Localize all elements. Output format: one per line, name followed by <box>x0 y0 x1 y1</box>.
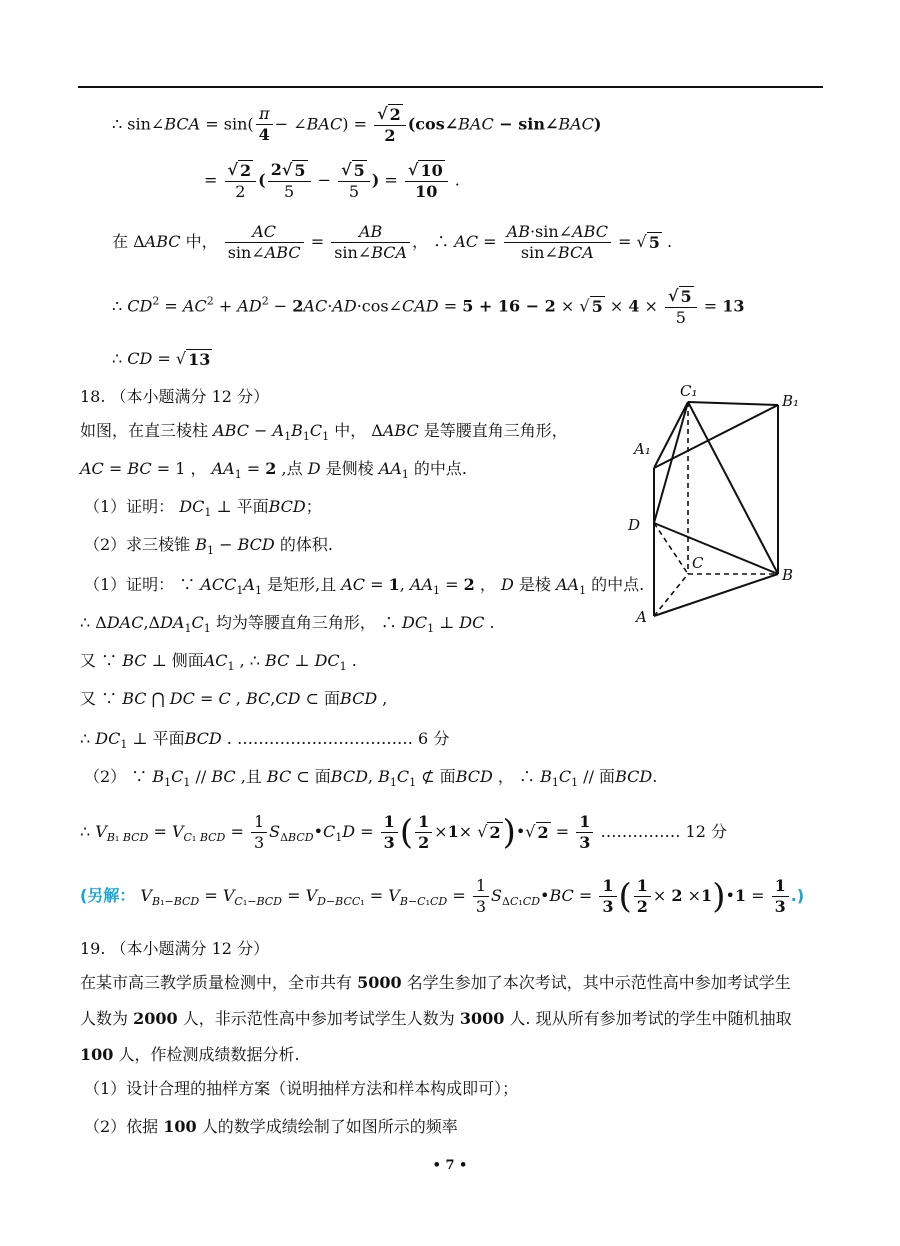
q19-line-1: 在某市高三教学质量检测中，全市共有 5000 名学生参加了本次考试，其中示范性高中参加考试学生 <box>80 973 791 992</box>
formula-line-5: ∴ CD = √ 13 <box>112 349 211 369</box>
label-b1: B₁ <box>782 392 800 410</box>
formula-line-2: = $\frac{√ 2}{2}$ ( $\frac{2√ 5}{5}$ − $\frac{√ 5}{5}$ ) = $\frac{√ 10}{10}$ . <box>204 160 460 201</box>
q18-part-1: （1）证明： $DC_1$ ⊥ 平面BCD； <box>84 497 322 519</box>
label-a: A <box>636 608 647 626</box>
formula-line-3: 在 ΔABC 中， $\frac{AC}{\text{sin∠ABC}}$ = $\frac{AB}{\text{sin∠BCA}}$ ， ∴ AC = $\frac{\text{AB·sin∠ABC}}{\text{sin∠BCA}}$ = √ 5 . <box>112 222 673 262</box>
q18-stem-2: AC = BC = 1 ， $AA_1 = 2$ ,点 D 是侧棱 $AA_1$ 的中点. <box>80 459 468 481</box>
q19-title: 19. （本小题满分 12 分） <box>80 939 270 958</box>
q19-line-3: 100 人，作检测成绩数据分析. <box>80 1045 300 1064</box>
q19-line-2: 人数为 2000 人，非示范性高中参加考试学生人数为 3000 人. 现从所有参加考试的学生中随机抽取 <box>80 1009 792 1028</box>
label-c1: C₁ <box>680 382 698 400</box>
formula-line-4: ∴ $CD^2 = AC^2 + AD^2$ − 2AC·AD·cos∠CAD = 5 + 16 − 2 × √ 5 × 4 × $\frac{√ 5}{5}$ = 13 <box>112 286 745 327</box>
q18-stem-1: 如图，在直三棱柱 ABC − $A_1B_1C_1$ 中， ΔABC 是等腰直角三角形， <box>80 421 568 443</box>
label-c: C <box>692 554 704 572</box>
edge-c1-d <box>654 402 688 523</box>
solution-1: （1）证明： ∵ $ACC_1A_1$ 是矩形,且 AC = 1, $AA_1 = 2$ ， D 是棱 $AA_1$ 的中点. <box>84 575 645 597</box>
q18-part-2: （2）求三棱锥 $B_1$ − BCD 的体积. <box>84 535 333 557</box>
alt-label: (另解： <box>80 886 136 905</box>
edge-d-b <box>654 523 778 574</box>
solution-alt: (另解： $V_{B_1-BCD} = V_{C_1-BCD} = V_{D-BCC_1} = V_{B-C_1CD}$ = $\frac{1}{3}$ $S_{\Delta C_1CD}•BC$ = $\frac{1}{3}$ ( $\frac{1}{2}$ × 2 ×1)•1 = $\frac{1}{3}$ .) <box>80 876 805 917</box>
solution-6: （2） ∵ $B_1C_1$ // BC ,且 BC ⊂ 面BCD, $B_1C_1$ ⊄ 面BCD ， ∴ $B_1C_1$ // 面BCD. <box>84 767 658 789</box>
solution-4: 又 ∵ BC ⋂ DC = C , BC,CD ⊂ 面BCD , <box>80 689 388 708</box>
label-a1: A₁ <box>634 440 651 458</box>
solution-7: ∴ $V_{B_1 BCD} = V_{C_1 BCD}$ = $\frac{1}{3}$ $S_{\Delta BCD}•C_1D$ = $\frac{1}{3}$ ( $\frac{1}{2}$ ×1× √ 2)•√ 2 = $\frac{1}{3}$ …………… 12 分 <box>80 812 727 853</box>
edge-a-b <box>654 574 778 616</box>
formula-line-1: ∴ sin∠BCA = sin( $\frac{\pi}{4}$ − ∠BAC) = $\frac{√ 2}{2}$ (cos∠BAC − sin∠BAC) <box>112 104 602 145</box>
solution-5: ∴ $DC_1$ ⊥ 平面BCD . …………………………… 6 分 <box>80 729 450 751</box>
top-rule <box>78 86 823 88</box>
page-number: • 7 • <box>432 1158 468 1173</box>
solution-2: ∴ $\Delta DAC,\Delta DA_1C_1$ 均为等腰直角三角形， ∴ $DC_1$ ⊥ DC . <box>80 613 495 635</box>
solution-3: 又 ∵ BC ⊥ 侧面$AC_1$ , ∴ BC ⊥ $DC_1$ . <box>80 651 357 673</box>
label-b: B <box>782 566 794 584</box>
q19-line-4: （1）设计合理的抽样方案（说明抽样方法和样本构成即可）； <box>84 1079 519 1098</box>
label-d: D <box>628 516 641 534</box>
q18-title: 18. （本小题满分 12 分） <box>80 387 270 406</box>
edge-c1-b1 <box>688 402 778 405</box>
edge-a1-c1 <box>654 402 688 468</box>
q19-line-5: （2）依据 100 人的数学成绩绘制了如图所示的频率 <box>84 1117 458 1136</box>
prism-figure <box>626 378 826 628</box>
